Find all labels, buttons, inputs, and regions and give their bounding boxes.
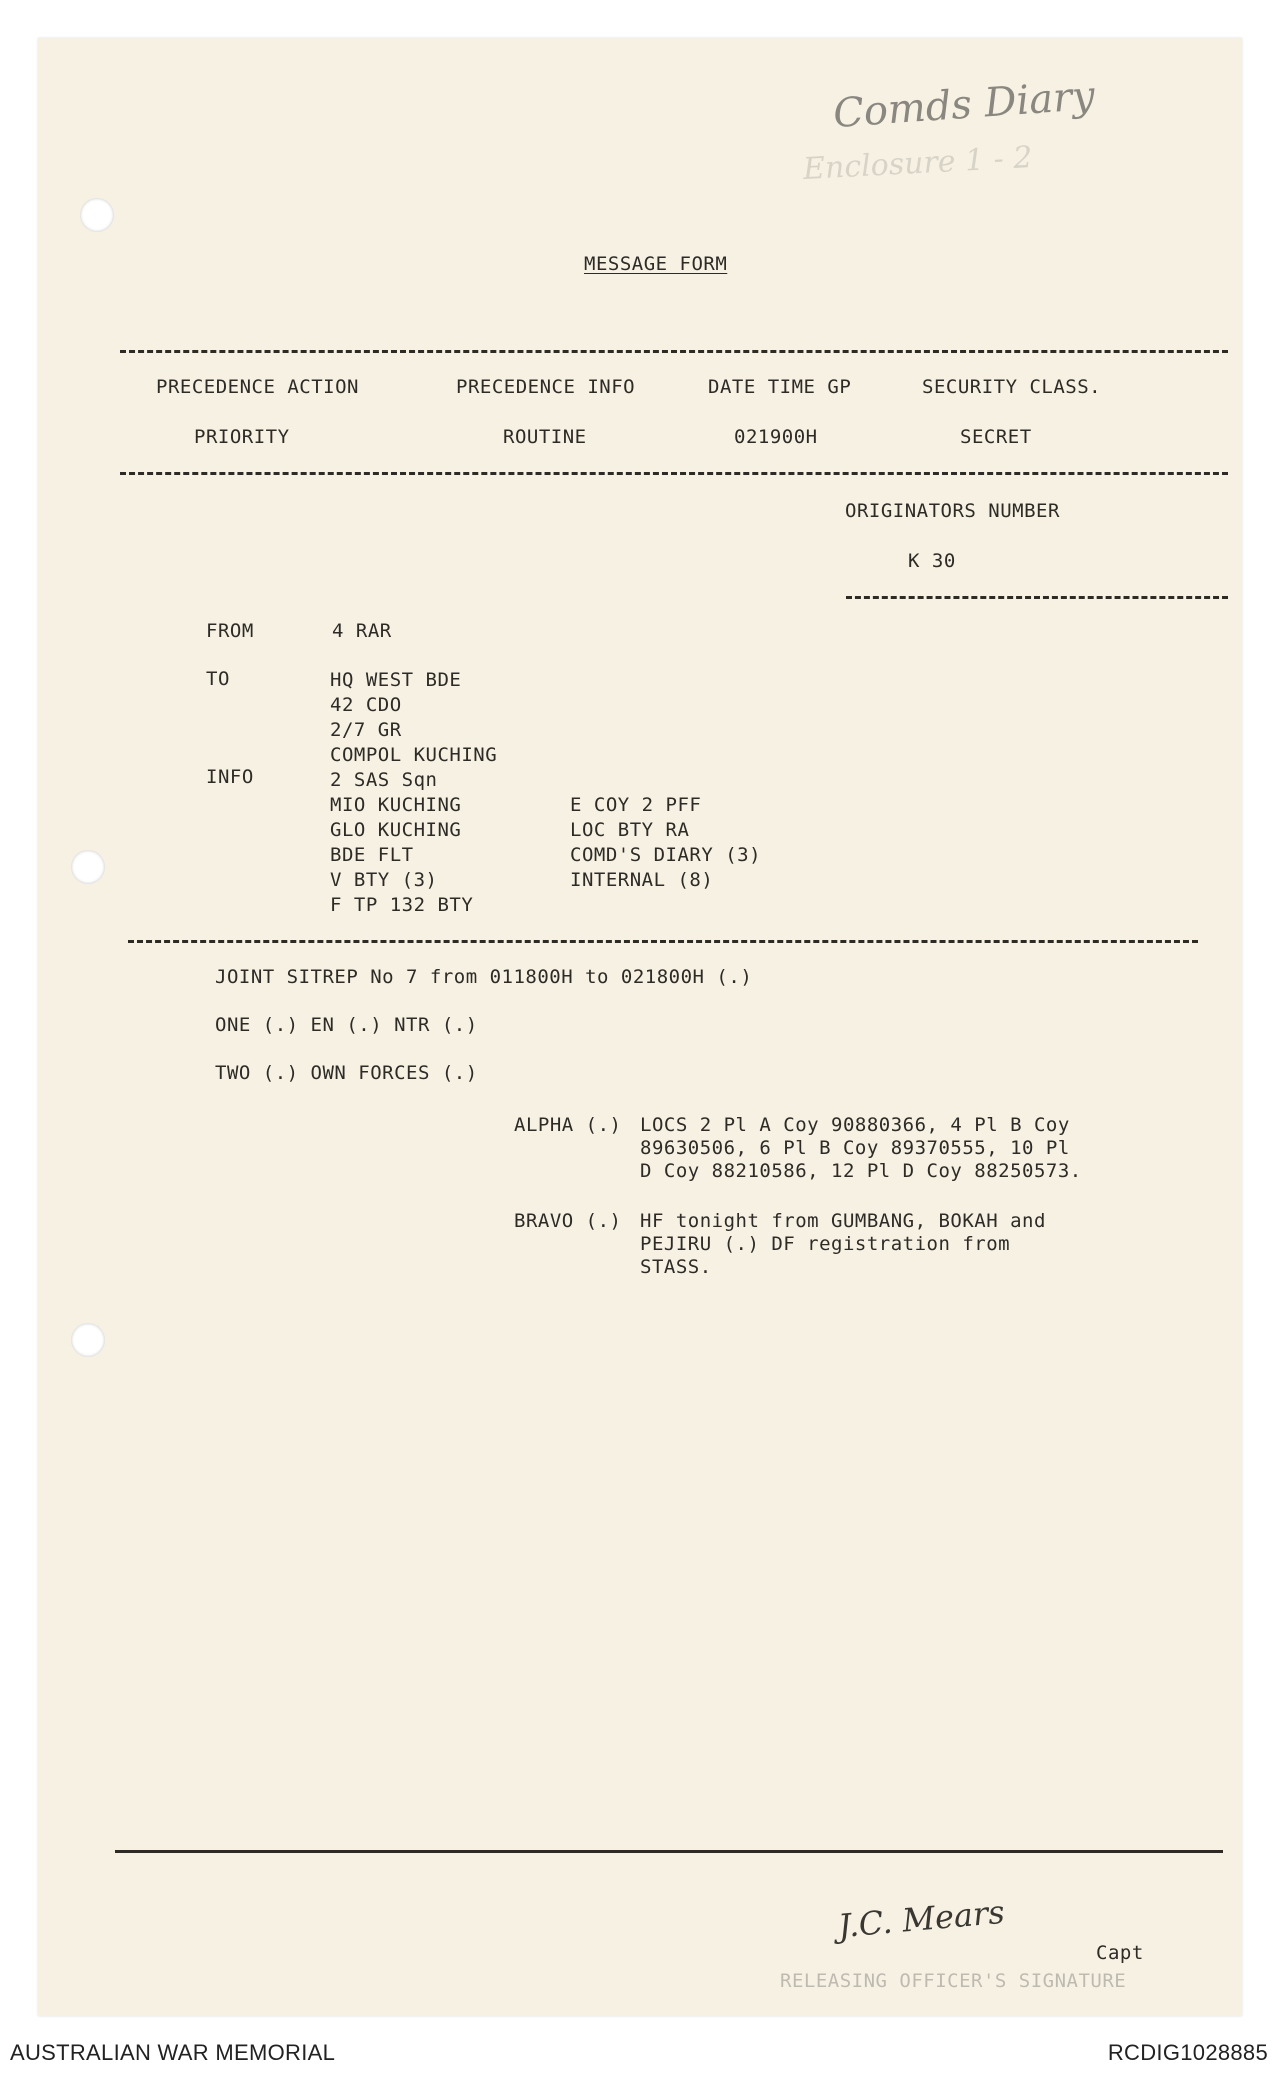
footer-archive-name: AUSTRALIAN WAR MEMORIAL — [10, 2040, 336, 2065]
addressee: COMPOL KUCHING — [330, 744, 498, 766]
alpha-line: LOCS 2 Pl A Coy 90880366, 4 Pl B Coy — [640, 1114, 1070, 1136]
originators-number-label: ORIGINATORS NUMBER — [845, 500, 1060, 522]
precedence-info-label: PRECEDENCE INFO — [456, 376, 636, 398]
addressee: 42 CDO — [330, 694, 402, 716]
info-addressees-col1 — [330, 768, 473, 918]
signature-top-rule — [115, 1850, 1223, 1853]
message-line-two: TWO (.) OWN FORCES (.) — [215, 1062, 478, 1084]
footer-record-id: RCDIG1028885 — [1107, 2040, 1268, 2065]
bravo-line: STASS. — [640, 1256, 712, 1278]
info-addressee: 2 SAS Sqn — [330, 769, 438, 791]
info-addressee: E COY 2 PFF — [570, 794, 702, 816]
info-addressee: F TP 132 BTY — [330, 894, 474, 916]
from-value: 4 RAR — [332, 620, 392, 642]
bravo-line: PEJIRU (.) DF registration from — [640, 1233, 1011, 1255]
punch-hole — [71, 1323, 105, 1357]
info-addressee: BDE FLT — [330, 844, 414, 866]
bravo-label: BRAVO (.) — [514, 1210, 622, 1232]
document-sheet — [38, 38, 1242, 2016]
security-class-label: SECURITY CLASS. — [922, 376, 1102, 398]
handwritten-annotation: Comds Diary — [831, 72, 1097, 138]
from-label: FROM — [206, 620, 254, 642]
form-title: MESSAGE FORM — [584, 253, 728, 275]
punch-hole — [80, 198, 114, 232]
signature-rank: Capt — [1096, 1942, 1144, 1964]
releasing-officer-label: RELEASING OFFICER'S SIGNATURE — [780, 1970, 1127, 1992]
originators-number-value: K 30 — [908, 550, 956, 572]
to-label: TO — [206, 668, 230, 690]
info-addressee: LOC BTY RA — [570, 819, 690, 841]
alpha-text — [640, 1114, 1082, 1183]
originator-rule — [846, 596, 1228, 599]
message-line-sitrep: JOINT SITREP No 7 from 011800H to 021800H (.) — [215, 966, 753, 988]
precedence-info-value: ROUTINE — [503, 426, 587, 448]
info-addressees-col2 — [570, 793, 761, 893]
header-bottom-rule — [120, 472, 1228, 475]
date-time-value: 021900H — [734, 426, 818, 448]
alpha-line: D Coy 88210586, 12 Pl D Coy 88250573. — [640, 1160, 1082, 1182]
message-line-one: ONE (.) EN (.) NTR (.) — [215, 1014, 478, 1036]
alpha-line: 89630506, 6 Pl B Coy 89370555, 10 Pl — [640, 1137, 1070, 1159]
info-label: INFO — [206, 766, 254, 788]
addressee: 2/7 GR — [330, 719, 402, 741]
handwritten-annotation-faint: Enclosure 1 - 2 — [802, 140, 1034, 187]
address-bottom-rule — [128, 940, 1198, 943]
precedence-action-value: PRIORITY — [194, 426, 290, 448]
handwritten-signature: J.C. Mears — [836, 1892, 1007, 1946]
precedence-action-label: PRECEDENCE ACTION — [156, 376, 359, 398]
info-addressee: COMD'S DIARY (3) — [570, 844, 762, 866]
info-addressee: V BTY (3) — [330, 869, 438, 891]
alpha-label: ALPHA (.) — [514, 1114, 622, 1136]
security-class-value: SECRET — [960, 426, 1032, 448]
info-addressee: MIO KUCHING — [330, 794, 462, 816]
info-addressee: INTERNAL (8) — [570, 869, 714, 891]
bravo-line: HF tonight from GUMBANG, BOKAH and — [640, 1210, 1046, 1232]
addressee: HQ WEST BDE — [330, 669, 462, 691]
punch-hole — [71, 850, 105, 884]
date-time-label: DATE TIME GP — [708, 376, 852, 398]
header-top-rule — [120, 350, 1228, 353]
info-addressee: GLO KUCHING — [330, 819, 462, 841]
to-addressees — [330, 668, 497, 768]
bravo-text — [640, 1210, 1046, 1279]
